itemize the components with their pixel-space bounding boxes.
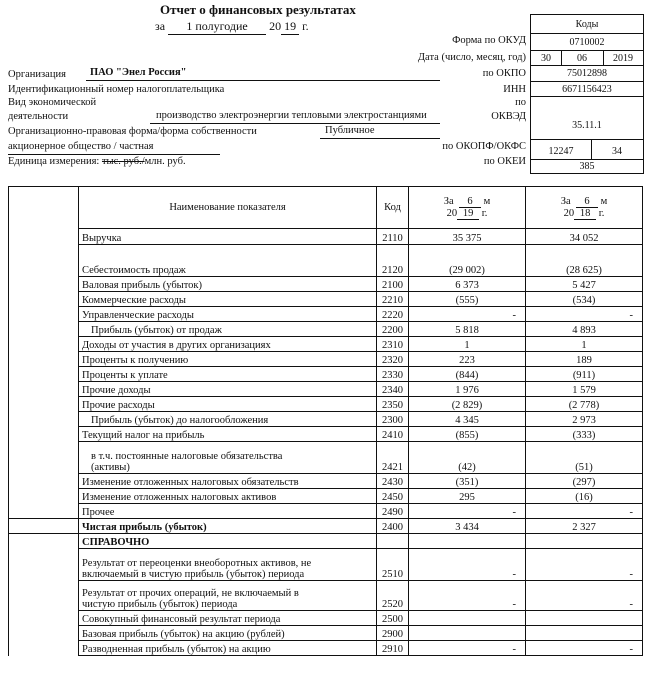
row-value-2018 [526,626,643,641]
row-value-2019: (29 002) [409,245,526,277]
label-inn: ИНН [503,84,526,95]
row-value-2018: 4 893 [526,322,643,337]
row-name: Базовая прибыль (убыток) на акцию (рублей) [79,626,377,641]
row-value-2018: (16) [526,489,643,504]
row-name: Результат от переоценки внеоборотных активов, не включаемый в чистую прибыль (убыток) периода [79,549,377,581]
label-vid1: Вид экономической [8,97,97,108]
table-row [9,352,643,367]
opf-value: Публичное [325,125,375,136]
row-value-2018: 1 579 [526,382,643,397]
row-code: 2320 [377,352,409,367]
row-value-2018 [526,611,643,626]
row-value-2018: - [526,581,643,611]
code-okei: 385 [579,161,595,172]
row-name: Прибыль (убыток) от продаж [79,322,377,337]
row-name: Себестоимость продаж [79,245,377,277]
label-vid2: деятельности [8,111,69,122]
label-opf2: акционерное общество / частная [8,141,154,152]
label-unit: Единица измерения: тыс. руб./млн. руб. [8,156,186,167]
code-date: 30 06 2019 [531,51,643,66]
row-name: Текущий налог на прибыль [79,427,377,442]
row-name: Результат от прочих операций, не включаемый в чистую прибыль (убыток) периода [79,581,377,611]
row-value-2018: (51) [526,442,643,474]
row-value-2019: - [409,641,526,656]
table-row [9,412,643,427]
label-opf1: Организационно-правовая форма/форма собственности [8,126,257,137]
financial-results-table [8,186,643,656]
row-code: 2350 [377,397,409,412]
row-name: в т.ч. постоянные налоговые обязательства (активы) [79,442,377,474]
row-code: 2220 [377,307,409,322]
row-value-2019: 35 375 [409,229,526,245]
row-value-2019: 3 434 [409,519,526,534]
row-value-2018: - [526,307,643,322]
row-code: 2421 [377,442,409,474]
label-okei: по ОКЕИ [483,156,526,167]
row-name: Прочие расходы [79,397,377,412]
table-row [9,549,643,581]
table-row [9,581,643,611]
row-code: 2520 [377,581,409,611]
row-name: Коммерческие расходы [79,292,377,307]
row-value-2018: 1 [526,337,643,352]
row-value-2018: (534) [526,292,643,307]
code-inn: 6671156423 [531,82,643,97]
row-name: Совокупный финансовый результат периода [79,611,377,626]
table-row [9,337,643,352]
row-code: 2300 [377,412,409,427]
row-code [377,534,409,549]
row-name: Проценты к получению [79,352,377,367]
row-value-2018: (2 778) [526,397,643,412]
table-header [9,187,643,229]
row-name: Прибыль (убыток) до налогообложения [79,412,377,427]
table-row [9,626,643,641]
codes-box [530,14,644,174]
row-code: 2210 [377,292,409,307]
row-value-2018: 189 [526,352,643,367]
row-value-2018: 2 973 [526,412,643,427]
table-row [9,519,643,534]
code-okud: 0710002 [531,34,643,51]
table-row [9,489,643,504]
row-name: Прочие доходы [79,382,377,397]
row-code: 2410 [377,427,409,442]
row-name: СПРАВОЧНО [79,534,377,549]
row-value-2018: 5 427 [526,277,643,292]
table-row [9,504,643,519]
table-row [9,277,643,292]
row-value-2018: - [526,641,643,656]
row-value-2018: (911) [526,367,643,382]
row-name: Выручка [79,229,377,245]
label-org: Организация [8,69,66,80]
table-row [9,245,643,277]
table-row [9,382,643,397]
col-name-header: Наименование показателя [79,187,377,229]
row-value-2018: - [526,549,643,581]
table-body [9,229,643,656]
row-name: Доходы от участия в других организациях [79,337,377,352]
row-value-2019 [409,626,526,641]
code-okved: 35.11.1 [531,97,643,140]
row-code: 2430 [377,474,409,489]
row-value-2019: (42) [409,442,526,474]
row-code: 2200 [377,322,409,337]
row-name: Чистая прибыль (убыток) [79,519,377,534]
col-period1-header: За 6 м 20 19 г. [409,187,526,229]
row-name: Разводненная прибыль (убыток) на акцию [79,641,377,656]
table-row [9,307,643,322]
report-title: Отчет о финансовых результатах [160,2,356,17]
row-name: Изменение отложенных налоговых активов [79,489,377,504]
label-po: по [515,97,526,108]
row-value-2018: (28 625) [526,245,643,277]
table-row [9,641,643,656]
row-value-2019: - [409,504,526,519]
col-period2-header: За 6 м 20 18 г. [526,187,643,229]
row-value-2018: (333) [526,427,643,442]
row-value-2019: 4 345 [409,412,526,427]
row-code: 2400 [377,519,409,534]
row-value-2018: 2 327 [526,519,643,534]
row-value-2018 [526,534,643,549]
row-value-2019: 6 373 [409,277,526,292]
label-forma-okud: Форма по ОКУД [452,35,526,46]
label-okopf: по ОКОПФ/ОКФС [442,141,526,152]
row-code: 2100 [377,277,409,292]
row-code: 2340 [377,382,409,397]
row-code: 2510 [377,549,409,581]
row-value-2018: (297) [526,474,643,489]
label-inn-full: Идентификационный номер налогоплательщика [8,84,225,95]
code-okpo: 75012898 [531,66,643,82]
table-row [9,442,643,474]
report-period: за 1 полугодие 20 19 г. [155,19,309,33]
row-value-2019: (844) [409,367,526,382]
table-row [9,367,643,382]
row-code: 2500 [377,611,409,626]
row-value-2019: - [409,307,526,322]
period-value: 1 полугодие [168,19,266,35]
col-code-header: Код [377,187,409,229]
table-row [9,427,643,442]
org-name: ПАО "Энел Россия" [90,67,187,78]
row-code: 2910 [377,641,409,656]
table-row [9,292,643,307]
row-value-2019: (555) [409,292,526,307]
row-code: 2900 [377,626,409,641]
row-value-2019: 1 [409,337,526,352]
codes-title: Коды [531,15,643,34]
row-code: 2490 [377,504,409,519]
row-value-2019: (351) [409,474,526,489]
table-row [9,322,643,337]
table-row [9,397,643,412]
row-value-2018: 34 052 [526,229,643,245]
row-name: Изменение отложенных налоговых обязательств [79,474,377,489]
table-row [9,611,643,626]
label-date: Дата (число, месяц, год) [417,52,526,63]
row-value-2019: 5 818 [409,322,526,337]
row-value-2019 [409,534,526,549]
row-value-2018: - [526,504,643,519]
vid-value: производство электроэнергии тепловыми электростанциями [156,110,427,121]
table-row [9,534,643,549]
row-value-2019: 223 [409,352,526,367]
label-okved: ОКВЭД [491,111,526,122]
label-po-okpo: по ОКПО [482,68,526,79]
row-value-2019: - [409,581,526,611]
row-name: Валовая прибыль (убыток) [79,277,377,292]
row-code: 2120 [377,245,409,277]
row-name: Прочее [79,504,377,519]
row-name: Проценты к уплате [79,367,377,382]
row-value-2019: (855) [409,427,526,442]
row-code: 2450 [377,489,409,504]
code-okopf: 12247 34 [531,140,643,160]
table-row [9,474,643,489]
row-code: 2310 [377,337,409,352]
row-value-2019: - [409,549,526,581]
row-value-2019: 295 [409,489,526,504]
period-year: 19 [281,19,299,35]
row-code: 2330 [377,367,409,382]
row-value-2019: (2 829) [409,397,526,412]
row-name: Управленческие расходы [79,307,377,322]
table-row [9,229,643,245]
row-code: 2110 [377,229,409,245]
row-value-2019: 1 976 [409,382,526,397]
row-value-2019 [409,611,526,626]
